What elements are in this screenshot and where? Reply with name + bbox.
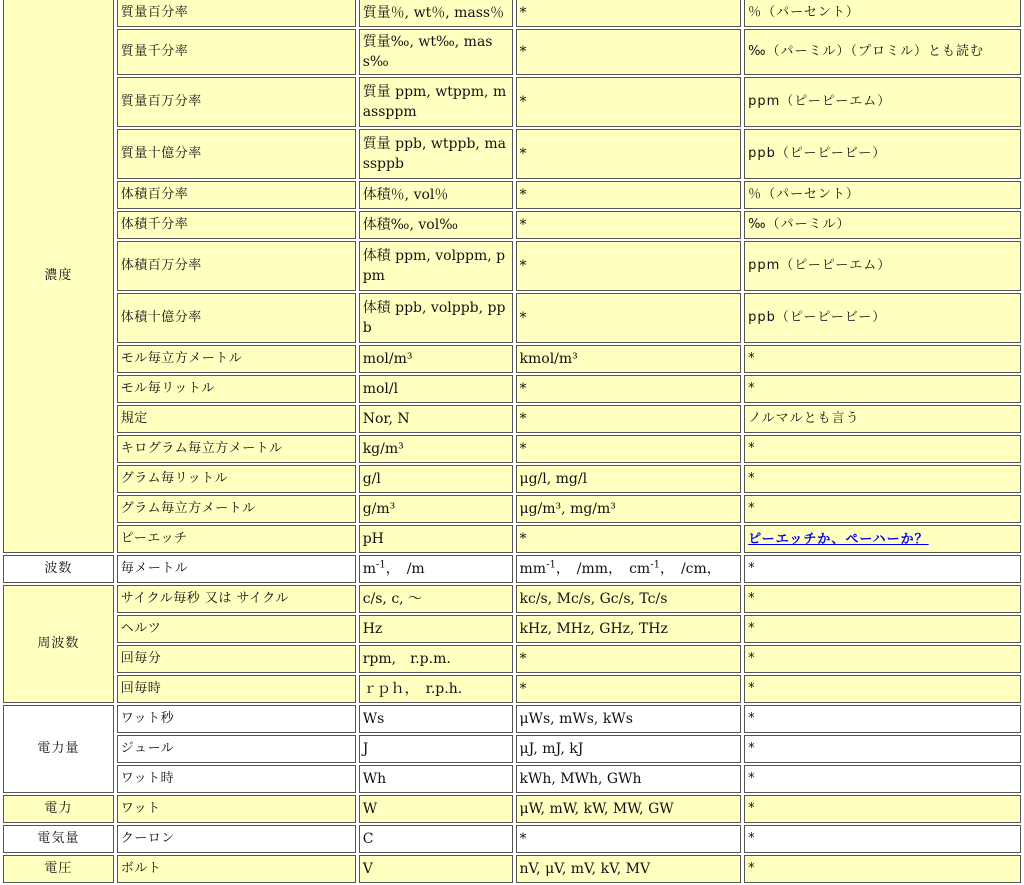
unit-notes: * (744, 735, 1021, 763)
table-row (3, 645, 1021, 673)
unit-notes: * (744, 615, 1021, 643)
unit-notes: * (744, 495, 1021, 523)
unit-name: ワット秒 (117, 705, 356, 733)
table-row (3, 555, 1021, 583)
unit-symbol: ｒｐｈ， r.p.h. (359, 675, 513, 703)
unit-name: グラム毎リットル (117, 465, 356, 493)
table-row (3, 795, 1021, 823)
unit-multiples: μW, mW, kW, MW, GW (516, 795, 742, 823)
table-row (3, 675, 1021, 703)
unit-symbol: 体積‰, vol‰ (359, 211, 513, 239)
multiples-part: mm (519, 561, 547, 577)
category-cell: 電力 (3, 795, 114, 823)
table-row (3, 405, 1021, 433)
unit-notes: ppb（ピーピービー） (744, 129, 1021, 179)
unit-name: 規定 (117, 405, 356, 433)
unit-name: ワット時 (117, 765, 356, 793)
unit-notes: * (744, 375, 1021, 403)
unit-notes: ノルマルとも言う (744, 405, 1021, 433)
unit-symbol: 質量‰, wt‰, mass‰ (359, 29, 513, 75)
unit-symbol (359, 555, 513, 583)
unit-name: 質量千分率 (117, 29, 356, 75)
unit-multiples: nV, μV, mV, kV, MV (516, 855, 742, 883)
multiples-exponent: -1 (546, 559, 556, 571)
unit-symbol: Nor, N (359, 405, 513, 433)
unit-symbol: g/m³ (359, 495, 513, 523)
unit-name: モル毎リットル (117, 375, 356, 403)
unit-multiples: * (516, 825, 742, 853)
unit-notes: ppm（ピーピーエム） (744, 77, 1021, 127)
unit-multiples: * (516, 293, 742, 343)
unit-multiples (516, 555, 742, 583)
unit-name: 体積百分率 (117, 181, 356, 209)
unit-notes: * (744, 435, 1021, 463)
unit-symbol: W (359, 795, 513, 823)
unit-name: ボルト (117, 855, 356, 883)
unit-symbol: g/l (359, 465, 513, 493)
unit-name: ワット (117, 795, 356, 823)
unit-symbol: 体積％, vol％ (359, 181, 513, 209)
unit-notes-cell (744, 525, 1021, 553)
unit-multiples: * (516, 375, 742, 403)
unit-multiples: * (516, 0, 742, 27)
table-row (3, 525, 1021, 553)
unit-notes: * (744, 465, 1021, 493)
table-row (3, 293, 1021, 343)
symbol-exponent: -1 (375, 559, 386, 571)
unit-symbol: mol/l (359, 375, 513, 403)
category-cell: 電気量 (3, 825, 114, 853)
unit-symbol: pH (359, 525, 513, 553)
category-cell: 周波数 (3, 585, 114, 703)
unit-notes: ‰（パーミル）（プロミル）とも読む (744, 29, 1021, 75)
category-cell: 電圧 (3, 855, 114, 883)
unit-notes: * (744, 765, 1021, 793)
unit-notes: * (744, 795, 1021, 823)
table-row (3, 129, 1021, 179)
table-row (3, 495, 1021, 523)
unit-symbol: Hz (359, 615, 513, 643)
unit-name: キログラム毎立方メートル (117, 435, 356, 463)
unit-name: 毎メートル (117, 555, 356, 583)
unit-symbol: Wh (359, 765, 513, 793)
unit-symbol: rpm, r.p.m. (359, 645, 513, 673)
unit-multiples: kHz, MHz, GHz, THz (516, 615, 742, 643)
unit-name: グラム毎立方メートル (117, 495, 356, 523)
table-row (3, 825, 1021, 853)
table-row (3, 241, 1021, 291)
table-row (3, 765, 1021, 793)
unit-multiples: * (516, 77, 742, 127)
unit-name: 質量百万分率 (117, 77, 356, 127)
unit-symbol: 体積 ppb, volppb, ppb (359, 293, 513, 343)
unit-name: ピーエッチ (117, 525, 356, 553)
unit-notes: * (744, 585, 1021, 613)
table-row (3, 375, 1021, 403)
unit-multiples: * (516, 525, 742, 553)
unit-multiples: * (516, 241, 742, 291)
unit-name: 体積百万分率 (117, 241, 356, 291)
unit-symbol: 質量 ppb, wtppb, massppb (359, 129, 513, 179)
table-row (3, 435, 1021, 463)
table-row (3, 29, 1021, 75)
unit-name: クーロン (117, 825, 356, 853)
unit-multiples: μJ, mJ, kJ (516, 735, 742, 763)
unit-name: 体積千分率 (117, 211, 356, 239)
unit-multiples: * (516, 181, 742, 209)
unit-name: 回毎時 (117, 675, 356, 703)
unit-multiples: μg/m³, mg/m³ (516, 495, 742, 523)
unit-name: ヘルツ (117, 615, 356, 643)
ph-pronunciation-link[interactable]: ピーエッチか、ペーハーか？ (748, 531, 929, 547)
unit-name: 体積十億分率 (117, 293, 356, 343)
table-row (3, 465, 1021, 493)
unit-multiples: μg/l, mg/l (516, 465, 742, 493)
unit-name: 質量百分率 (117, 0, 356, 27)
unit-multiples: kmol/m³ (516, 345, 742, 373)
unit-multiples: * (516, 435, 742, 463)
unit-notes: ％（パーセント） (744, 0, 1021, 27)
unit-multiples: kWh, MWh, GWh (516, 765, 742, 793)
unit-symbol: 体積 ppm, volppm, ppm (359, 241, 513, 291)
unit-multiples: * (516, 675, 742, 703)
unit-name: 回毎分 (117, 645, 356, 673)
unit-multiples: * (516, 29, 742, 75)
symbol-base: m (362, 561, 376, 577)
unit-symbol: kg/m³ (359, 435, 513, 463)
unit-multiples: * (516, 129, 742, 179)
unit-notes: ppb（ピーピービー） (744, 293, 1021, 343)
unit-symbol: C (359, 825, 513, 853)
symbol-rest: ， /m (385, 561, 425, 577)
unit-name: モル毎立方メートル (117, 345, 356, 373)
unit-symbol: V (359, 855, 513, 883)
unit-notes: * (744, 675, 1021, 703)
table-row (3, 211, 1021, 239)
category-cell: 濃度 (3, 0, 114, 553)
multiples-part: ， /cm， (659, 561, 721, 577)
unit-symbol: Ws (359, 705, 513, 733)
unit-multiples: * (516, 211, 742, 239)
unit-notes: * (744, 855, 1021, 883)
unit-name: ジュール (117, 735, 356, 763)
category-cell: 波数 (3, 555, 114, 583)
unit-notes: * (744, 555, 1021, 583)
table-row (3, 705, 1021, 733)
table-row (3, 77, 1021, 127)
table-row (3, 345, 1021, 373)
unit-notes: * (744, 645, 1021, 673)
unit-multiples: μWs, mWs, kWs (516, 705, 742, 733)
unit-symbol: 質量％, wt％, mass％ (359, 0, 513, 27)
unit-notes: ‰（パーミル） (744, 211, 1021, 239)
table-row (3, 615, 1021, 643)
unit-multiples: kc/s, Mc/s, Gc/s, Tc/s (516, 585, 742, 613)
unit-notes: ppm（ピーピーエム） (744, 241, 1021, 291)
unit-notes: * (744, 345, 1021, 373)
category-cell: 電力量 (3, 705, 114, 793)
multiples-part: ， /mm， cm (555, 561, 651, 577)
unit-name: 質量十億分率 (117, 129, 356, 179)
multiples-exponent: -1 (650, 559, 660, 571)
unit-notes: * (744, 705, 1021, 733)
table-row (3, 855, 1021, 883)
unit-symbol: c/s, c, ～ (359, 585, 513, 613)
unit-symbol: 質量 ppm, wtppm, massppm (359, 77, 513, 127)
unit-symbol: J (359, 735, 513, 763)
table-row (3, 181, 1021, 209)
table-row (3, 0, 1021, 27)
unit-multiples: * (516, 645, 742, 673)
unit-notes: * (744, 825, 1021, 853)
unit-name: サイクル毎秒 又は サイクル (117, 585, 356, 613)
table-row (3, 735, 1021, 763)
unit-multiples: * (516, 405, 742, 433)
unit-symbol: mol/m³ (359, 345, 513, 373)
unit-notes: ％（パーセント） (744, 181, 1021, 209)
table-row (3, 585, 1021, 613)
